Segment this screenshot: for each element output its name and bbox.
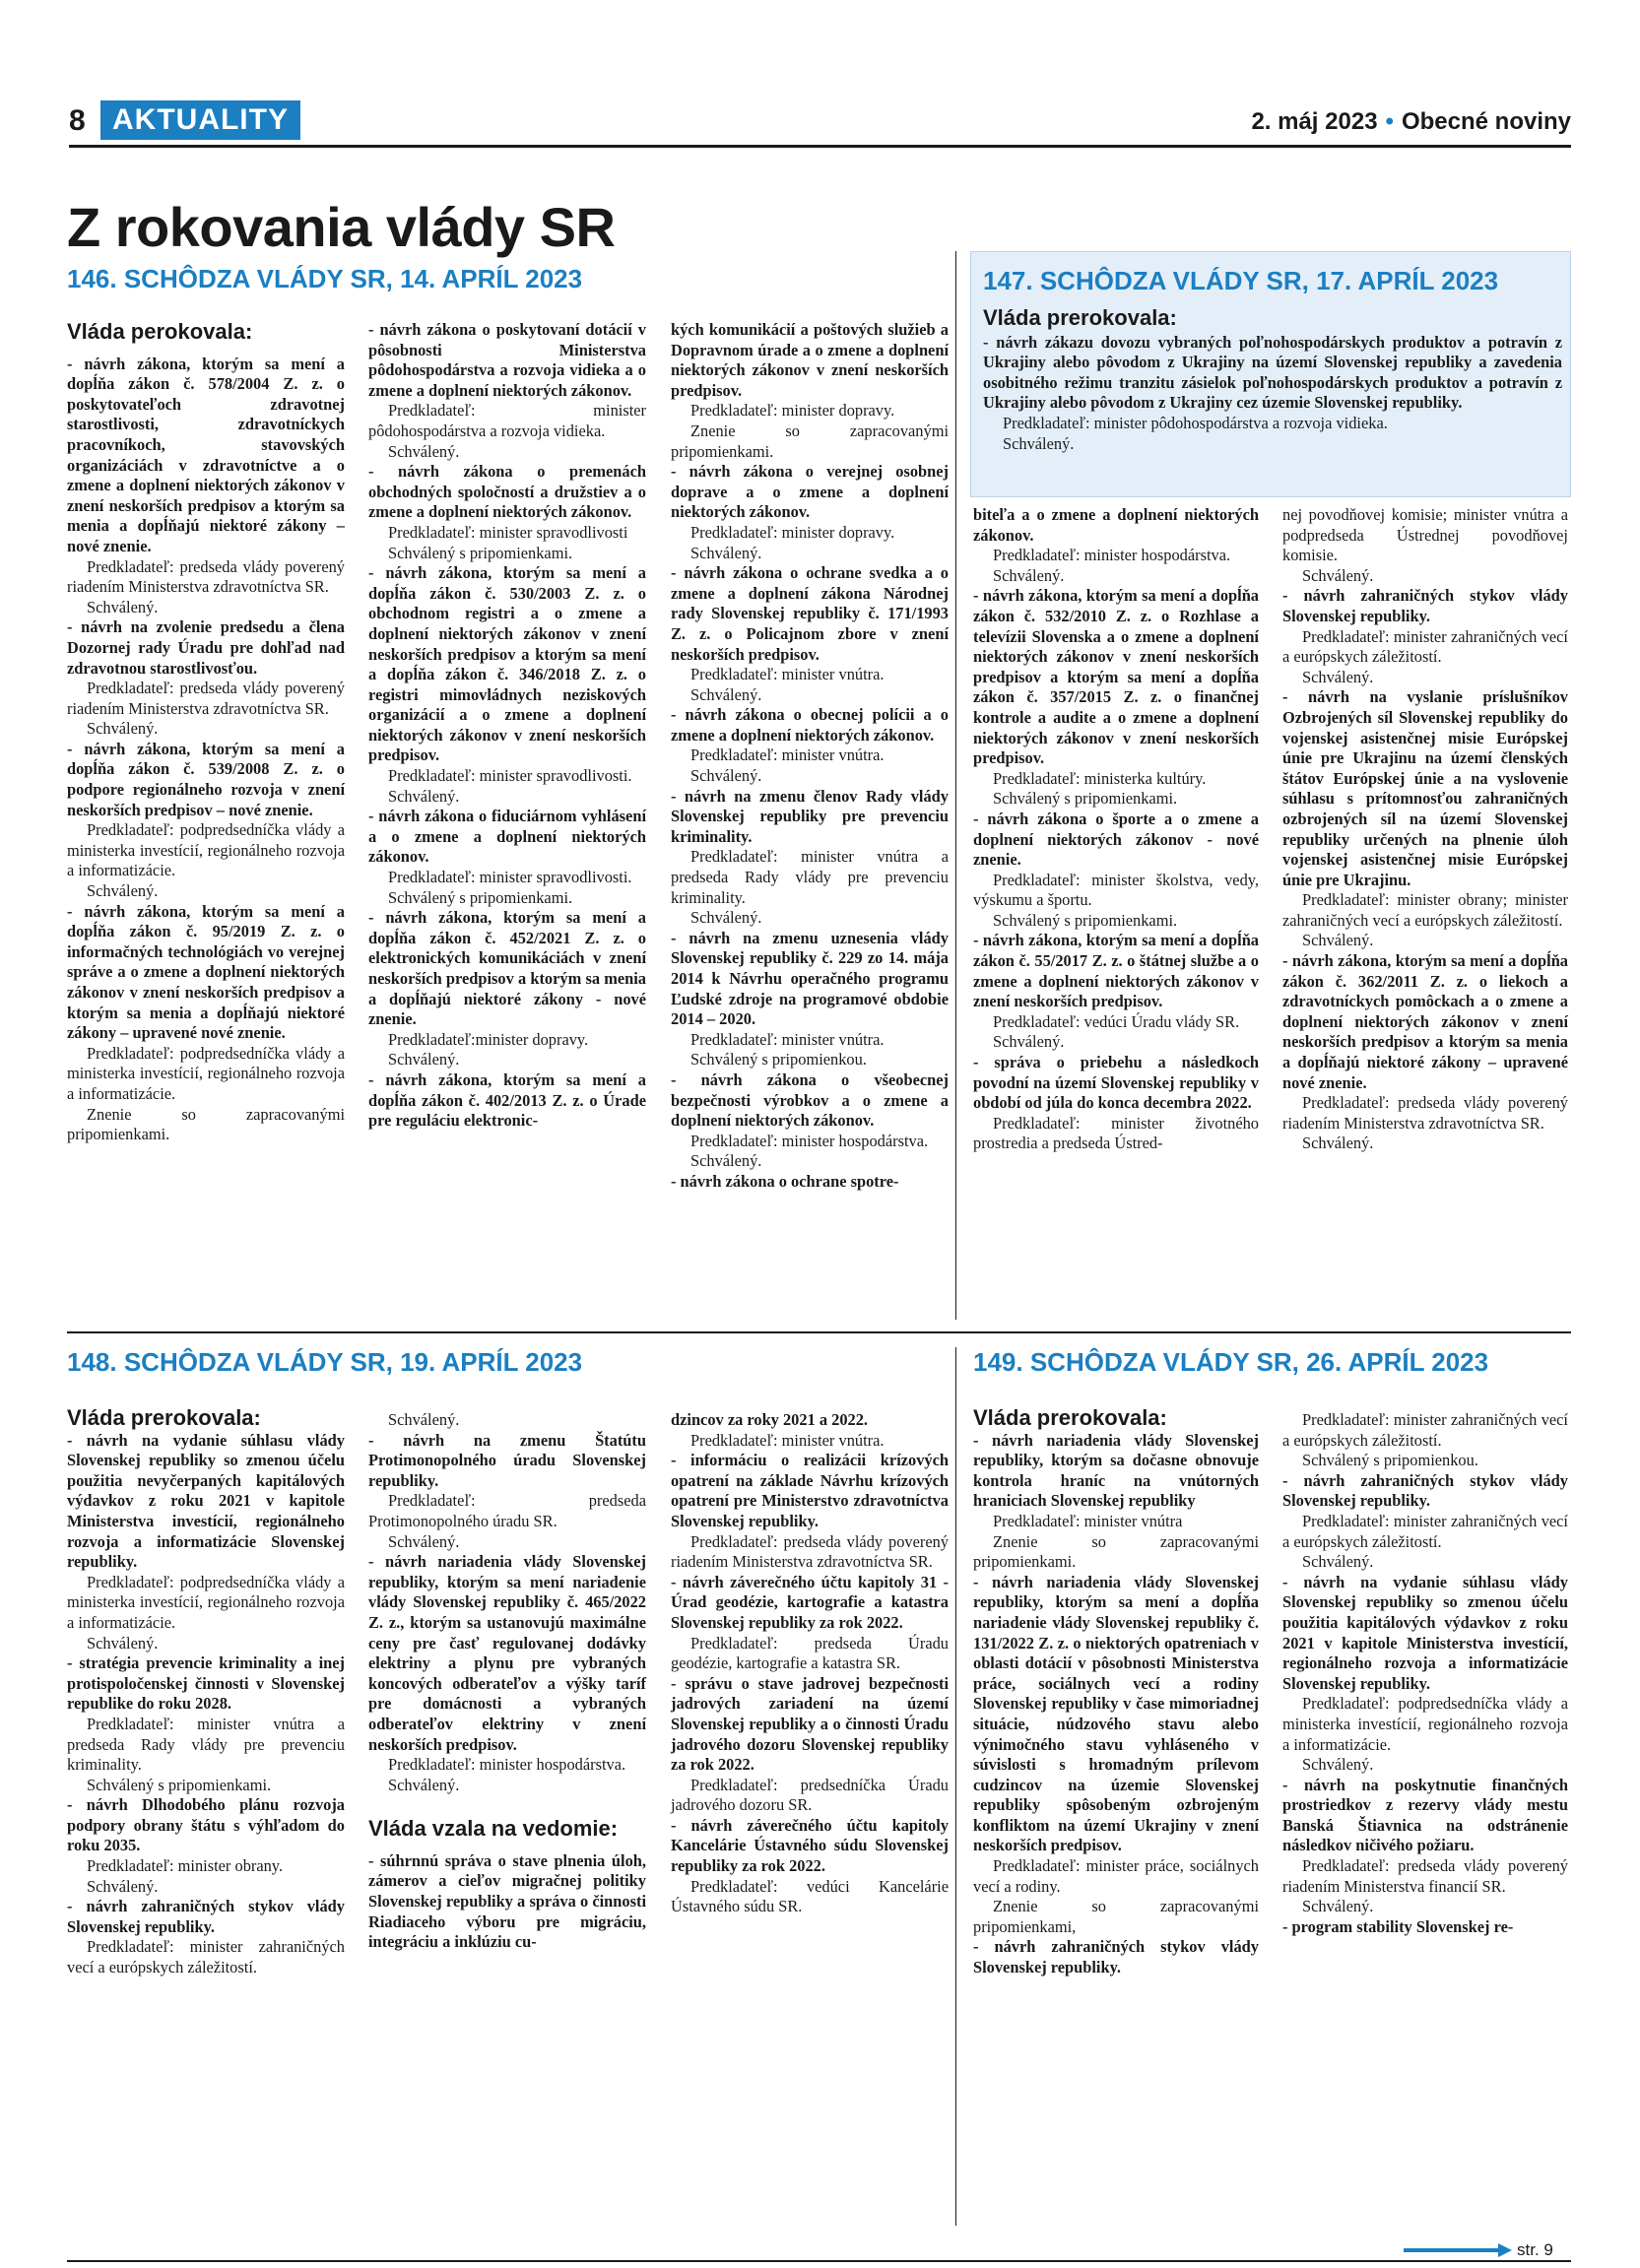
agenda-note: Schválený. [993, 565, 1065, 585]
agenda-item: - návrh zahraničných stykov vlády Slovenskej republiky. [1282, 1470, 1568, 1511]
agenda-item: - návrh nariadenia vlády Slovenskej republiky, ktorým sa mení nariadenie vlády Slovenskej republiky č. 465/2022 Z. z., ktorým sa ustanovujú maximálne ceny pre časť regulovanej dodávky elektriny a plynu pre vybraných koncových odberateľov a výšky taríf pre domácnosti a vybraných odberateľov elektriny v znení neskorších predpisov. [368, 1552, 646, 1754]
s146-col1 [67, 320, 345, 1145]
agenda-item: - návrh zákona, ktorým sa mení a dopĺňa zákon č. 578/2004 Z. z. o poskytovateľoch zdravotnej starostlivosti, zdravotníckych pracovníkoch, stavovských organizáciách v zdravotníctve a o zmene a doplnení niektorých zákonov v znení neskorších predpisov a ktorým sa menia a dopĺňajú niektoré zákony – nové znenie. [67, 354, 345, 555]
page-number: 8 [69, 104, 86, 137]
agenda-item: - návrh zahraničných stykov vlády Slovenskej republiky. [1282, 586, 1568, 625]
agenda-item: biteľa a o zmene a doplnení niektorých zákonov. [973, 505, 1259, 545]
agenda-note: Predkladateľ: minister hospodárstva. [388, 1755, 626, 1775]
agenda-note: Predkladateľ: minister vnútra. [690, 1029, 885, 1049]
agenda-item: - návrh zákona o športe a o zmene a doplnení niektorých zákonov - nové znenie. [973, 809, 1259, 870]
section-146-title: 146. SCHÔDZA VLÁDY SR, 14. APRÍL 2023 [67, 264, 583, 293]
agenda-note: Predkladateľ: predseda vlády poverený riadením Ministerstva zdravotníctva SR. [1282, 1093, 1568, 1133]
agenda-note: Schválený. [87, 881, 159, 901]
agenda-item: - návrh zákona, ktorým sa mení a dopĺňa zákon č. 452/2021 Z. z. o elektronických komunikáciách v znení neskorších predpisov a ktorým sa menia a dopĺňajú niektoré zákony - nové znenie. [368, 908, 646, 1029]
agenda-item: kých komunikácií a poštových služieb a Dopravnom úrade a o zmene a doplnení niektorých zákonov v znení neskorších predpisov. [671, 320, 949, 400]
agenda-item: - správa o priebehu a následkoch povodní na území Slovenskej republiky v období od júla do konca decembra 2022. [973, 1053, 1259, 1113]
agenda-item: - návrh na vydanie súhlasu vlády Slovenskej republiky so zmenou účelu použitia kapitálových výdavkov z roku 2021 v kapitole Ministerstva investícií, regionálneho rozvoja a informatizácie Slovenskej republiky. [1282, 1572, 1568, 1693]
agenda-item: - návrh zahraničných stykov vlády Slovenskej republiky. [973, 1937, 1259, 1977]
agenda-note: Predkladateľ:minister dopravy. [388, 1029, 589, 1049]
agenda-item: - návrh nariadenia vlády Slovenskej republiky, ktorým sa dočasne obnovuje kontrola hraníc na vnútorných hraniciach Slovenskej republiky [973, 1430, 1259, 1511]
s148-col3 [671, 1410, 949, 1917]
s149-col2 [1282, 1410, 1568, 1937]
s148-subhead-noted: Vláda vzala na vedomie: [368, 1816, 619, 1842]
page-header [69, 100, 1571, 144]
agenda-note: Schválený. [87, 1633, 159, 1652]
s148-subhead: Vláda prerokovala: [67, 1405, 261, 1430]
agenda-note: Schválený. [388, 1050, 460, 1069]
section-rule [67, 1331, 1571, 1333]
agenda-note: Predkladateľ: minister zahraničných vecí a európskych záležitostí. [1282, 1410, 1568, 1450]
agenda-item: - návrh na zmenu Štatútu Protimonopolného úradu Slovenskej republiky. [368, 1430, 646, 1490]
agenda-note: Predkladateľ: predseda vlády poverený riadením Ministerstva zdravotníctva SR. [67, 556, 345, 597]
page-title: Z rokovania vlády SR [67, 196, 616, 258]
agenda-item: - program stability Slovenskej re- [1282, 1916, 1514, 1936]
s147-box-text [971, 305, 1570, 454]
agenda-note: Predkladateľ: minister vnútra. [690, 745, 885, 765]
agenda-note: Predkladateľ: minister hospodárstva. [993, 546, 1231, 565]
s146-col2 [368, 320, 646, 1132]
agenda-note: Znenie so zapracovanými pripomienkami. [973, 1531, 1259, 1572]
s147-col1 [973, 505, 1259, 1154]
agenda-note: Predkladateľ: minister obrany; minister zahraničných vecí a európskych záležitostí. [1282, 890, 1568, 930]
agenda-item: - návrh na zmenu uznesenia vlády Slovenskej republiky č. 229 zo 14. mája 2014 k Návrhu operačného programu Ľudské zdroje na programové obdobie 2014 – 2020. [671, 928, 949, 1029]
agenda-item: - návrh zákazu dovozu vybraných poľnohospodárskych produktov a potravín z Ukrajiny alebo pôvodom z Ukrajiny na území Slovenskej republiky a zavedenia osobitného režimu tranzitu zásielok poľnohospodárskych produktov a potravín z Ukrajiny alebo pôvodom z Ukrajiny cez územie Slovenskej republiky. [983, 332, 1562, 413]
agenda-note: Znenie so zapracovanými pripomienkami. [67, 1104, 345, 1144]
agenda-item: - návrh zákona, ktorým sa mení a dopĺňa zákon č. 55/2017 Z. z. o štátnej službe a o zmene a doplnení niektorých zákonov v znení neskorších predpisov. [973, 931, 1259, 1011]
s148-col2 [368, 1410, 646, 1953]
s147-highlight-box [970, 251, 1571, 497]
agenda-note: Schválený s pripomienkou. [1302, 1451, 1478, 1470]
agenda-item: - návrh záverečného účtu kapitoly Kancelárie Ústavného súdu Slovenskej republiky za rok 2022. [671, 1815, 949, 1876]
agenda-note: Schválený. [1302, 1134, 1374, 1153]
s147-col2 [1282, 505, 1568, 1154]
agenda-note: Predkladateľ: podpredsedníčka vlády a ministerka investícií, regionálneho rozvoja a informatizácie. [67, 820, 345, 880]
agenda-note: Schválený. [690, 908, 762, 928]
agenda-note: Predkladateľ: minister dopravy. [690, 522, 895, 542]
agenda-note: Schválený. [690, 1151, 762, 1171]
agenda-item: - návrh zákona, ktorým sa mení a dopĺňa zákon č. 362/2011 Z. z. o liekoch a zdravotníckych pomôckach a o zmene a doplnení niektorých zákonov v znení neskorších predpisov a ktorým sa menia a dopĺňajú niektoré zákony – upravené nové znenie. [1282, 951, 1568, 1092]
agenda-note: Predkladateľ: minister vnútra a predseda Rady vlády pre prevenciu kriminality. [67, 1714, 345, 1775]
agenda-note: Schválený. [87, 1876, 159, 1896]
agenda-note: Schválený. [388, 1775, 460, 1794]
agenda-note: Predkladateľ: predseda Úradu geodézie, kartografie a katastra SR. [671, 1633, 949, 1673]
agenda-note: Predkladateľ: minister práce, sociálnych vecí a rodiny. [973, 1856, 1259, 1896]
agenda-note: Predkladateľ: predseda Protimonopolného úradu SR. [368, 1491, 646, 1530]
agenda-item: - návrh zákona o poskytovaní dotácií v pôsobnosti Ministerstva pôdohospodárstva a rozvoja vidieka a o zmene a doplnení niektorých zákonov. [368, 320, 646, 400]
agenda-note: Schválený. [388, 786, 460, 806]
agenda-item: - návrh zákona o verejnej osobnej doprave a o zmene a doplnení niektorých zákonov. [671, 462, 949, 522]
agenda-note: Schválený s pripomienkami. [87, 1775, 272, 1794]
agenda-note: Schválený. [690, 766, 762, 786]
agenda-note: Schválený. [1003, 433, 1075, 453]
section-148-title: 148. SCHÔDZA VLÁDY SR, 19. APRÍL 2023 [67, 1347, 583, 1377]
s148-col1 [67, 1405, 345, 1978]
agenda-item: dzincov za roky 2021 a 2022. [671, 1410, 869, 1429]
agenda-note: Schválený. [87, 719, 159, 739]
agenda-item: - návrh na vyslanie príslušníkov Ozbrojených síl Slovenskej republiky do vojenskej asistenčnej misie Európskej únie pre Ukrajinu na území členských štátov Európskej únie a na vyslovenie súhlasu s prítomnosťou zahraničných ozbrojených síl na území Slovenskej republiky určených na plnenie úloh vojenskej asistenčnej misie Európskej únie pre Ukrajinu. [1282, 687, 1568, 889]
agenda-note: Schválený. [1302, 667, 1374, 686]
separator-dot: • [1385, 108, 1394, 135]
agenda-note: Schválený. [388, 1410, 460, 1429]
agenda-note: Predkladateľ: minister spravodlivosti. [388, 766, 632, 786]
agenda-note: Predkladateľ: vedúci Úradu vlády SR. [993, 1011, 1240, 1031]
agenda-note: Predkladateľ: podpredsedníčka vlády a ministerka investícií, regionálneho rozvoja a informatizácie. [67, 1572, 345, 1632]
section-label: AKTUALITY [100, 100, 300, 140]
agenda-note: Predkladateľ: minister dopravy. [690, 401, 895, 421]
s146-col3 [671, 320, 949, 1193]
footer-rule [67, 2260, 1571, 2262]
agenda-item: - návrh zákona o ochrane spotre- [671, 1171, 899, 1191]
s149-subhead: Vláda prerokovala: [973, 1405, 1167, 1430]
agenda-note: Schválený. [388, 441, 460, 461]
agenda-item: - návrh zákona, ktorým sa mení a dopĺňa zákon č. 532/2010 Z. z. o Rozhlase a televízii Slovenska a o zmene a doplnení niektorých zákonov v znení neskorších predpisov a ktorým sa mení a dopĺňa zákon č. 357/2015 Z. z. o finančnej kontrole a audite a o zmene a doplnení niektorých zákonov v znení neskorších predpisov. [973, 586, 1259, 768]
header-rule [69, 145, 1571, 148]
agenda-note: Schválený s pripomienkami. [388, 543, 573, 562]
agenda-note: Schválený s pripomienkami. [993, 910, 1178, 930]
agenda-item: - návrh na vydanie súhlasu vlády Slovenskej republiky so zmenou účelu použitia nevyčerpaných kapitálových výdavkov z roku 2021 v kapitole Ministerstva investícií, regionálneho rozvoja a informatizácie Slovenskej republiky. [67, 1430, 345, 1572]
agenda-item: - návrh zákona, ktorým sa mení a dopĺňa zákon č. 539/2008 Z. z. o podpore regionálneho rozvoja v znení neskorších predpisov – nové znenie. [67, 739, 345, 819]
agenda-note: Schválený. [993, 1032, 1065, 1052]
s149-col1 [973, 1405, 1259, 1978]
agenda-item: - návrh na zvolenie predsedu a člena Dozornej rady Úradu pre dohľad nad zdravotnou starostlivosťou. [67, 617, 345, 678]
agenda-item: - stratégia prevencie kriminality a inej protispoločenskej činnosti v Slovenskej republike do roku 2028. [67, 1653, 345, 1714]
agenda-note: Predkladateľ: podpredsedníčka vlády a ministerka investícií, regionálneho rozvoja a informatizácie. [67, 1043, 345, 1103]
s147-subhead: Vláda prerokovala: [983, 305, 1177, 330]
column-rule [955, 251, 956, 1320]
agenda-note: Predkladateľ: predseda vlády poverený riadením Ministerstva financií SR. [1282, 1856, 1568, 1896]
agenda-note: Predkladateľ: predseda vlády poverený riadením Ministerstva zdravotníctva SR. [671, 1531, 949, 1572]
continue-arrow-icon [1404, 2243, 1512, 2257]
section-149-title: 149. SCHÔDZA VLÁDY SR, 26. APRÍL 2023 [973, 1347, 1489, 1377]
agenda-item: - návrh zákona o ochrane svedka a o zmene a doplnení zákona Národnej rady Slovenskej republiky č. 171/1993 Z. z. o Policajnom zbore v znení neskorších predpisov. [671, 563, 949, 664]
agenda-note: Znenie so zapracovanými pripomienkami. [671, 421, 949, 461]
agenda-note: Schválený. [1302, 931, 1374, 950]
column-rule-2 [955, 1347, 956, 2226]
agenda-note: Predkladateľ: minister vnútra [993, 1511, 1183, 1530]
agenda-item: - návrh Dlhodobého plánu rozvoja podpory obrany štátu s výhľadom do roku 2035. [67, 1795, 345, 1855]
newspaper-name: Obecné noviny [1401, 108, 1571, 135]
agenda-note: Predkladateľ: podpredsedníčka vlády a ministerka investícií, regionálneho rozvoja a informatizácie. [1282, 1694, 1568, 1754]
agenda-note: Predkladateľ: predsedníčka Úradu jadrového dozoru SR. [671, 1775, 949, 1815]
continue-page-ref: str. 9 [1517, 2240, 1553, 2259]
agenda-note: Schválený. [1302, 1552, 1374, 1572]
agenda-item: - návrh zákona o obecnej polícii a o zmene a doplnení niektorých zákonov. [671, 705, 949, 745]
agenda-note: Predkladateľ: minister vnútra. [690, 1430, 885, 1450]
agenda-note: Schválený s pripomienkou. [690, 1050, 867, 1069]
agenda-note: Predkladateľ: ministerka kultúry. [993, 768, 1207, 788]
agenda-note: nej povodňovej komisie; minister vnútra a podpredseda Ústrednej povodňovej komisie. [1282, 505, 1568, 565]
agenda-item: - informáciu o realizácii krízových opatrení na základe Návrhu krízových opatrení pre Ministerstvo zdravotníctva Slovenskej republiky. [671, 1451, 949, 1530]
agenda-note: Znenie so zapracovanými pripomienkami, [973, 1897, 1259, 1936]
agenda-item: - návrh zahraničných stykov vlády Slovenskej republiky. [67, 1897, 345, 1936]
agenda-item: - návrh nariadenia vlády Slovenskej republiky, ktorým sa mení a dopĺňa nariadenie vlády Slovenskej republiky č. 131/2022 Z. z. o niektorých opatreniach v oblasti dotácií v pôsobnosti Ministerstva práce, sociálnych vecí a rodiny Slovenskej republiky v čase mimoriadnej situácie, núdzového stavu alebo výnimočného stavu vyhláseného v súvislosti s hromadným prílevom cudzincov na územie Slovenskej republiky spôsobeným ozbrojeným konfliktom na území Ukrajiny v znení neskorších predpisov. [973, 1572, 1259, 1855]
agenda-note: Schválený. [87, 597, 159, 616]
agenda-item: - návrh zákona o fiduciárnom vyhlásení a o zmene a doplnení niektorých zákonov. [368, 807, 646, 867]
agenda-item: - návrh na zmenu členov Rady vlády Slovenskej republiky pre prevenciu kriminality. [671, 786, 949, 846]
agenda-note: Predkladateľ: minister školstva, vedy, výskumu a športu. [973, 870, 1259, 910]
agenda-note: Predkladateľ: minister vnútra a predseda Rady vlády pre prevenciu kriminality. [671, 847, 949, 907]
agenda-note: Predkladateľ: minister pôdohospodárstva a rozvoja vidieka. [368, 401, 646, 440]
agenda-note: Predkladateľ: minister vnútra. [690, 665, 885, 684]
agenda-note: Predkladateľ: minister spravodlivosti. [388, 868, 632, 887]
agenda-note: Schválený. [690, 543, 762, 562]
agenda-note: Schválený. [1302, 1897, 1374, 1916]
agenda-item: - návrh zákona, ktorým sa mení a dopĺňa zákon č. 95/2019 Z. z. o informačných technológiách vo verejnej správe a o zmene a doplnení niektorých zákonov v znení neskorších predpisov a ktorým sa menia a dopĺňajú niektoré zákony – upravené nové znenie. [67, 901, 345, 1043]
agenda-note: Schválený s pripomienkami. [993, 789, 1178, 809]
agenda-note: Schválený. [1302, 1755, 1374, 1775]
issue-date: 2. máj 2023 [1251, 108, 1378, 135]
agenda-note: Predkladateľ: minister pôdohospodárstva a rozvoja vidieka. [1003, 413, 1388, 432]
agenda-note: Schválený. [388, 1531, 460, 1551]
section-147-title: 147. SCHÔDZA VLÁDY SR, 17. APRÍL 2023 [983, 266, 1499, 295]
agenda-note: Predkladateľ: predseda vlády poverený riadením Ministerstva zdravotníctva SR. [67, 679, 345, 718]
s146-subhead: Vláda perokovala: [67, 319, 253, 344]
agenda-note: Schválený s pripomienkami. [388, 887, 573, 907]
agenda-item: - správu o stave jadrovej bezpečnosti jadrových zariadení na území Slovenskej republiky a o činnosti Úradu jadrového dozoru Slovenskej republiky za rok 2022. [671, 1673, 949, 1775]
agenda-item: - návrh zákona, ktorým sa mení a dopĺňa zákon č. 402/2013 Z. z. o Úrade pre reguláciu elektronic- [368, 1069, 646, 1131]
agenda-note: Predkladateľ: minister zahraničných vecí a európskych záležitostí. [1282, 626, 1568, 667]
agenda-note: Predkladateľ: minister životného prostredia a predseda Ústred- [973, 1113, 1259, 1153]
agenda-note: Schválený. [1302, 565, 1374, 585]
agenda-item: - návrh zákona o premenách obchodných spoločností a družstiev a o zmene a doplnení niektorých zákonov. [368, 462, 646, 522]
agenda-note: Schválený. [690, 684, 762, 704]
agenda-item: - návrh na poskytnutie finančných prostriedkov z rezervy vlády mestu Banská Štiavnica na odstránenie následkov ničivého požiaru. [1282, 1775, 1568, 1855]
agenda-note: Predkladateľ: minister obrany. [87, 1856, 284, 1876]
agenda-note: Predkladateľ: minister hospodárstva. [690, 1131, 929, 1150]
agenda-item: - súhrnnú správa o stave plnenia úloh, zámerov a cieľov migračnej politiky Slovenskej republiky a správa o činnosti Riadiaceho výboru pre migráciu, integráciu a inklúziu cu- [368, 1850, 646, 1952]
agenda-item: - návrh záverečného účtu kapitoly 31 - Úrad geodézie, kartografie a katastra Slovenskej republiky za rok 2022. [671, 1572, 949, 1632]
agenda-item: - návrh zákona, ktorým sa mení a dopĺňa zákon č. 530/2003 Z. z. o obchodnom registri a o zmene a doplnení niektorých zákonov v znení neskorších predpisov a ktorým sa mení a dopĺňa zákon č. 346/2018 Z. z. o registri mimovládnych neziskových organizácií a o zmene a doplnení niektorých zákonov v znení neskorších predpisov. [368, 563, 646, 765]
agenda-note: Predkladateľ: minister spravodlivosti [388, 522, 628, 542]
agenda-note: Predkladateľ: minister zahraničných vecí a európskych záležitostí. [1282, 1511, 1568, 1551]
agenda-note: Predkladateľ: vedúci Kancelárie Ústavného súdu SR. [671, 1876, 949, 1916]
agenda-note: Predkladateľ: minister zahraničných vecí a európskych záležitostí. [67, 1937, 345, 1977]
agenda-item: - návrh zákona o všeobecnej bezpečnosti výrobkov a o zmene a doplnení niektorých zákonov. [671, 1069, 949, 1131]
header-meta [1251, 108, 1571, 136]
